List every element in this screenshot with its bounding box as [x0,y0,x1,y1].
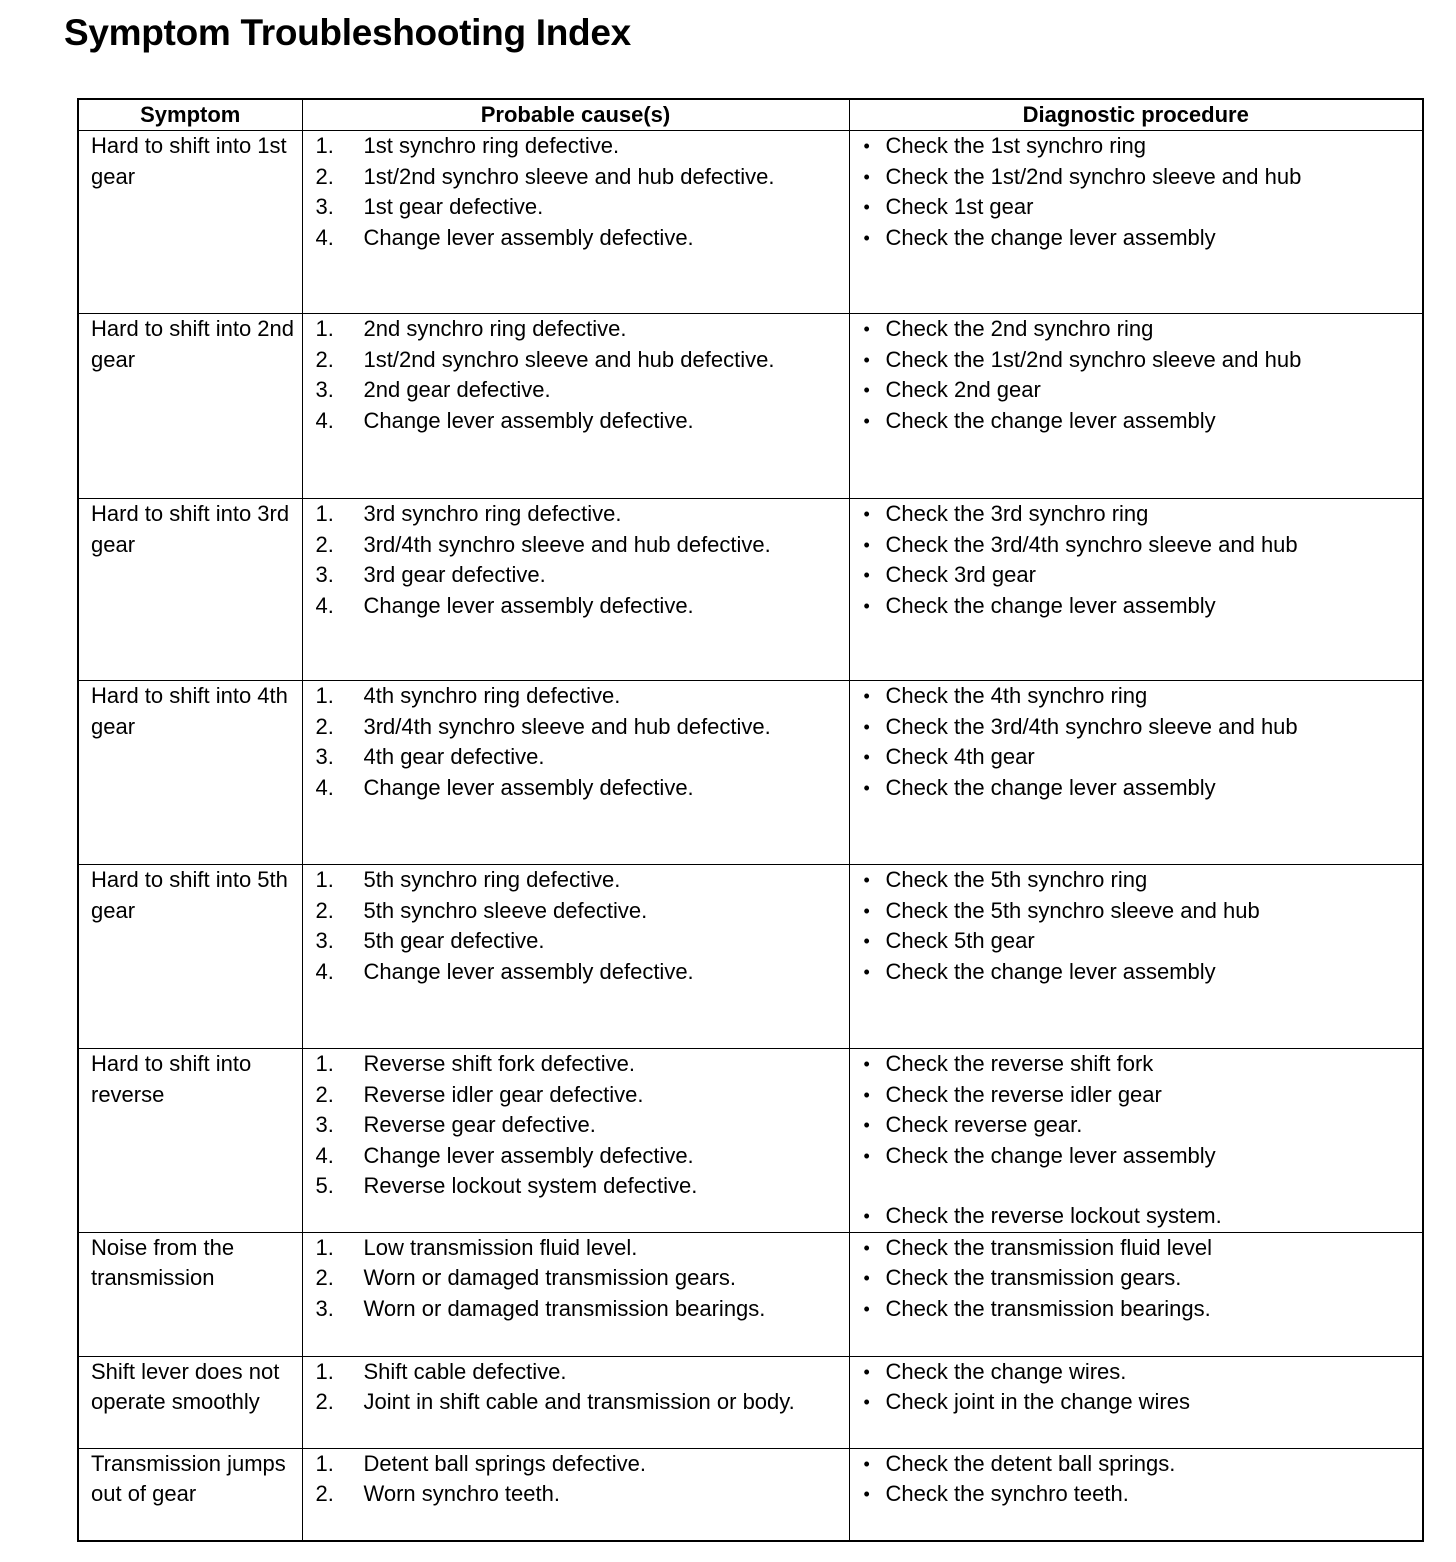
diagnostic-cell [849,131,1423,314]
cause-number: 2. [315,1081,334,1107]
table-row [78,1049,1423,1233]
diagnostic-item [850,1357,1423,1388]
bullet-icon: • [863,686,870,706]
cause-cell [302,1448,849,1541]
cause-item [303,1263,849,1294]
symptom-cell: Hard to shift into 4th gear [78,681,302,865]
diagnostic-text: Check the change lever assembly [885,1142,1216,1168]
symptom-cell: Hard to shift into reverse [78,1049,302,1233]
bullet-icon: • [863,380,870,400]
cause-number: 1. [315,1051,334,1076]
cause-text: Joint in shift cable and transmission or body. [363,1389,795,1414]
cause-number: 3. [315,928,334,953]
bullet-icon: • [863,319,870,339]
table-row [78,1448,1423,1541]
cause-text: Worn or damaged transmission bearings. [363,1295,766,1321]
diagnostic-item [850,1049,1423,1080]
diagnostic-item [850,1201,1423,1232]
cause-text: Change lever assembly defective. [363,407,694,433]
diagnostic-cell [849,1232,1423,1356]
diagnostic-list [850,1357,1423,1418]
cause-number: 4. [315,592,334,618]
cause-item [303,742,849,773]
table-row [78,865,1423,1049]
cause-item [303,1049,849,1080]
bullet-icon: • [863,504,870,524]
cause-item [303,712,849,743]
cause-list [303,1449,849,1510]
diagnostic-item [850,896,1423,927]
diagnostic-item [850,192,1423,223]
cause-item [303,560,849,591]
diagnostic-item [850,1263,1423,1294]
cause-cell [302,1356,849,1448]
cause-list [303,1357,849,1418]
diagnostic-item [850,1110,1423,1141]
cause-item [303,131,849,162]
cause-number: 2. [315,1481,334,1506]
diagnostic-list [850,1049,1423,1232]
bullet-icon: • [863,961,870,982]
diagnostic-text: Check the change wires. [885,1358,1127,1384]
diagnostic-text: Check reverse gear. [885,1112,1083,1137]
diagnostic-text: Check the change lever assembly [885,958,1216,984]
diagnostic-cell [849,1356,1423,1448]
cause-text: 4th synchro ring defective. [363,683,621,708]
diagnostic-item [850,681,1423,712]
bullet-icon: • [863,931,870,951]
cause-text: 2nd synchro ring defective. [363,316,627,341]
diagnostic-item [850,1294,1423,1325]
diagnostic-item [850,1233,1423,1264]
table-body [78,131,1423,1542]
cause-number: 4. [315,1142,334,1168]
diagnostic-text: Check the transmission gears. [885,1265,1182,1290]
cause-cell [302,1049,849,1233]
table-row [78,681,1423,865]
diagnostic-text: Check the change lever assembly [885,224,1216,250]
diagnostic-item [850,1449,1423,1480]
diagnostic-item [850,865,1423,896]
cause-number: 1. [315,133,334,158]
cause-list [303,499,849,621]
symptom-cell: Transmission jumps out of gear [78,1448,302,1541]
diagnostic-text: Check the 5th synchro ring [885,867,1148,892]
diagnostic-item [850,926,1423,957]
cause-text: 1st synchro ring defective. [363,133,620,158]
cause-item [303,1110,849,1141]
diagnostic-text: Check the 5th synchro sleeve and hub [885,897,1260,923]
table-row [78,131,1423,314]
diagnostic-item [850,223,1423,254]
cause-text: 5th synchro ring defective. [363,867,621,892]
cause-text: Worn or damaged transmission gears. [363,1265,737,1290]
diagnostic-cell [849,681,1423,865]
bullet-icon: • [863,900,870,921]
symptom-cell: Hard to shift into 1st gear [78,131,302,314]
cause-text: 2nd gear defective. [363,377,551,402]
cause-list [303,314,849,436]
cause-text: 1st gear defective. [363,194,544,219]
diagnostic-text: Check 5th gear [885,928,1035,953]
cause-item [303,896,849,927]
cause-number: 3. [315,377,334,402]
cause-item [303,314,849,345]
diagnostic-list [850,1233,1423,1325]
diagnostic-list [850,131,1423,253]
bullet-icon: • [863,1206,870,1226]
cause-number: 2. [315,1265,334,1290]
cause-number: 1. [315,683,334,708]
diagnostic-item [850,499,1423,530]
table-row [78,499,1423,681]
cause-item [303,345,849,376]
cause-cell [302,681,849,865]
symptom-cell: Noise from the transmission [78,1232,302,1356]
header-diagnostic-procedure: Diagnostic procedure [849,99,1423,131]
diagnostic-item [850,1479,1423,1510]
symptom-cell: Hard to shift into 3rd gear [78,499,302,681]
diagnostic-text: Check 3rd gear [885,562,1036,587]
cause-text: 5th gear defective. [363,928,545,953]
bullet-icon: • [863,349,870,370]
diagnostic-text: Check the change lever assembly [885,407,1216,433]
diagnostic-text: Check 2nd gear [885,377,1041,402]
bullet-icon: • [863,1298,870,1319]
cause-number: 1. [315,501,334,526]
cause-list [303,131,849,253]
cause-text: 3rd synchro ring defective. [363,501,622,526]
cause-item [303,1449,849,1480]
cause-number: 2. [315,531,334,557]
diagnostic-list [850,499,1423,621]
diagnostic-text: Check the synchro teeth. [885,1481,1129,1506]
diagnostic-text: Check 4th gear [885,744,1035,769]
cause-item [303,499,849,530]
symptom-cell: Hard to shift into 5th gear [78,865,302,1049]
header-probable-causes: Probable cause(s) [302,99,849,131]
diagnostic-list [850,681,1423,803]
bullet-icon: • [863,565,870,585]
bullet-icon: • [863,410,870,431]
diagnostic-text: Check the detent ball springs. [885,1450,1176,1476]
diagnostic-list [850,314,1423,436]
cause-text: Change lever assembly defective. [363,958,694,984]
cause-item [303,1479,849,1510]
diagnostic-text: Check the change lever assembly [885,592,1216,618]
diagnostic-item [850,560,1423,591]
bullet-icon: • [863,1392,870,1412]
header-row [78,99,1423,131]
cause-cell [302,865,849,1049]
bullet-icon: • [863,747,870,767]
diagnostic-text: Check the 1st/2nd synchro sleeve and hub [885,346,1302,372]
bullet-icon: • [863,1361,870,1382]
cause-text: Reverse gear defective. [363,1112,596,1137]
diagnostic-text: Check the reverse lockout system. [885,1203,1222,1228]
diagnostic-list [850,865,1423,987]
cause-number: 2. [315,1389,334,1414]
cause-number: 3. [315,562,334,587]
cause-item [303,926,849,957]
table-row [78,314,1423,499]
bullet-icon: • [863,1484,870,1504]
cause-item [303,375,849,406]
diagnostic-item [850,131,1423,162]
diagnostic-list [850,1449,1423,1510]
cause-item [303,1294,849,1325]
bullet-icon: • [863,1453,870,1474]
cause-text: 3rd/4th synchro sleeve and hub defective. [363,531,771,557]
diagnostic-item [850,773,1423,804]
cause-text: 1st/2nd synchro sleeve and hub defective. [363,346,775,372]
troubleshooting-table [77,98,1424,1542]
diagnostic-text: Check the 2nd synchro ring [885,316,1154,341]
page-title: Symptom Troubleshooting Index [64,12,631,53]
diagnostic-text: Check the 3rd/4th synchro sleeve and hub [885,713,1298,739]
cause-item [303,1233,849,1264]
diagnostic-cell [849,1448,1423,1541]
cause-item [303,865,849,896]
cause-cell [302,1232,849,1356]
cause-number: 3. [315,1112,334,1137]
cause-number: 4. [315,224,334,250]
cause-number: 1. [315,316,334,341]
diagnostic-item [850,162,1423,193]
diagnostic-text: Check 1st gear [885,194,1034,219]
cause-number: 4. [315,774,334,800]
cause-text: Change lever assembly defective. [363,1142,694,1168]
diagnostic-item [850,406,1423,437]
cause-number: 3. [315,1295,334,1321]
cause-text: Reverse shift fork defective. [363,1051,635,1076]
cause-text: 3rd gear defective. [363,562,546,587]
diagnostic-cell [849,1049,1423,1233]
diagnostic-item [850,742,1423,773]
bullet-icon: • [863,1145,870,1166]
cause-item [303,1387,849,1418]
cause-number: 4. [315,958,334,984]
diagnostic-item [850,712,1423,743]
diagnostic-text: Check the 3rd/4th synchro sleeve and hub [885,531,1298,557]
diagnostic-text: Check the 3rd synchro ring [885,501,1149,526]
cause-number: 2. [315,346,334,372]
cause-item [303,223,849,254]
bullet-icon: • [863,777,870,798]
cause-text: 5th synchro sleeve defective. [363,897,648,923]
cause-item [303,1357,849,1388]
diagnostic-text: Check joint in the change wires [885,1389,1190,1414]
diagnostic-text: Check the transmission bearings. [885,1295,1211,1321]
bullet-icon: • [863,1054,870,1074]
symptom-cell: Shift lever does not operate smoothly [78,1356,302,1448]
diagnostic-text: Check the 1st/2nd synchro sleeve and hub [885,163,1302,189]
cause-cell [302,499,849,681]
cause-text: Change lever assembly defective. [363,592,694,618]
diagnostic-item [850,957,1423,988]
diagnostic-text: Check the 4th synchro ring [885,683,1148,708]
diagnostic-text: Check the reverse shift fork [885,1051,1154,1076]
diagnostic-item [850,1080,1423,1111]
diagnostic-cell [849,865,1423,1049]
cause-item [303,1141,849,1172]
cause-number: 5. [315,1173,334,1198]
cause-text: 1st/2nd synchro sleeve and hub defective. [363,163,775,189]
cause-cell [302,314,849,499]
cause-number: 3. [315,744,334,769]
cause-text: Reverse idler gear defective. [363,1081,644,1107]
bullet-icon: • [863,1084,870,1105]
cause-item [303,957,849,988]
cause-text: 3rd/4th synchro sleeve and hub defective. [363,713,771,739]
cause-item [303,591,849,622]
diagnostic-text: Check the transmission fluid level [885,1234,1212,1260]
cause-item [303,1080,849,1111]
cause-text: Change lever assembly defective. [363,774,694,800]
header-symptom: Symptom [78,99,302,131]
diagnostic-item [850,530,1423,561]
diagnostic-text: Check the 1st synchro ring [885,133,1146,158]
bullet-icon: • [863,166,870,187]
diagnostic-cell [849,499,1423,681]
bullet-icon: • [863,534,870,555]
cause-item [303,773,849,804]
cause-text: Detent ball springs defective. [363,1450,646,1476]
cause-list [303,865,849,987]
cause-number: 2. [315,713,334,739]
cause-number: 1. [315,1450,334,1476]
cause-item [303,530,849,561]
cause-text: Worn synchro teeth. [363,1481,560,1506]
diagnostic-text: Check the change lever assembly [885,774,1216,800]
cause-number: 3. [315,194,334,219]
diagnostic-cell [849,314,1423,499]
cause-item [303,192,849,223]
diagnostic-item [850,375,1423,406]
table-row [78,1356,1423,1448]
cause-number: 2. [315,897,334,923]
diagnostic-item [850,1141,1423,1172]
cause-text: Change lever assembly defective. [363,224,694,250]
cause-cell [302,131,849,314]
bullet-icon: • [863,595,870,616]
cause-text: 4th gear defective. [363,744,545,769]
cause-text: Reverse lockout system defective. [363,1173,698,1198]
cause-item [303,406,849,437]
cause-number: 4. [315,407,334,433]
bullet-icon: • [863,1268,870,1288]
bullet-icon: • [863,716,870,737]
table-row [78,1232,1423,1356]
cause-list [303,1049,849,1202]
cause-text: Shift cable defective. [363,1358,567,1384]
cause-text: Low transmission fluid level. [363,1234,638,1260]
bullet-icon: • [863,136,870,156]
diagnostic-item [850,345,1423,376]
cause-number: 1. [315,1358,334,1384]
cause-list [303,1233,849,1325]
cause-item [303,1171,849,1202]
bullet-icon: • [863,1115,870,1135]
diagnostic-item [850,591,1423,622]
cause-item [303,162,849,193]
bullet-icon: • [863,197,870,217]
bullet-icon: • [863,870,870,890]
cause-number: 2. [315,163,334,189]
table-header [78,99,1423,131]
symptom-cell: Hard to shift into 2nd gear [78,314,302,499]
cause-number: 1. [315,867,334,892]
diagnostic-item [850,1387,1423,1418]
cause-number: 1. [315,1234,334,1260]
cause-item [303,681,849,712]
bullet-icon: • [863,1237,870,1258]
diagnostic-text: Check the reverse idler gear [885,1081,1162,1107]
cause-list [303,681,849,803]
bullet-icon: • [863,227,870,248]
diagnostic-item [850,314,1423,345]
